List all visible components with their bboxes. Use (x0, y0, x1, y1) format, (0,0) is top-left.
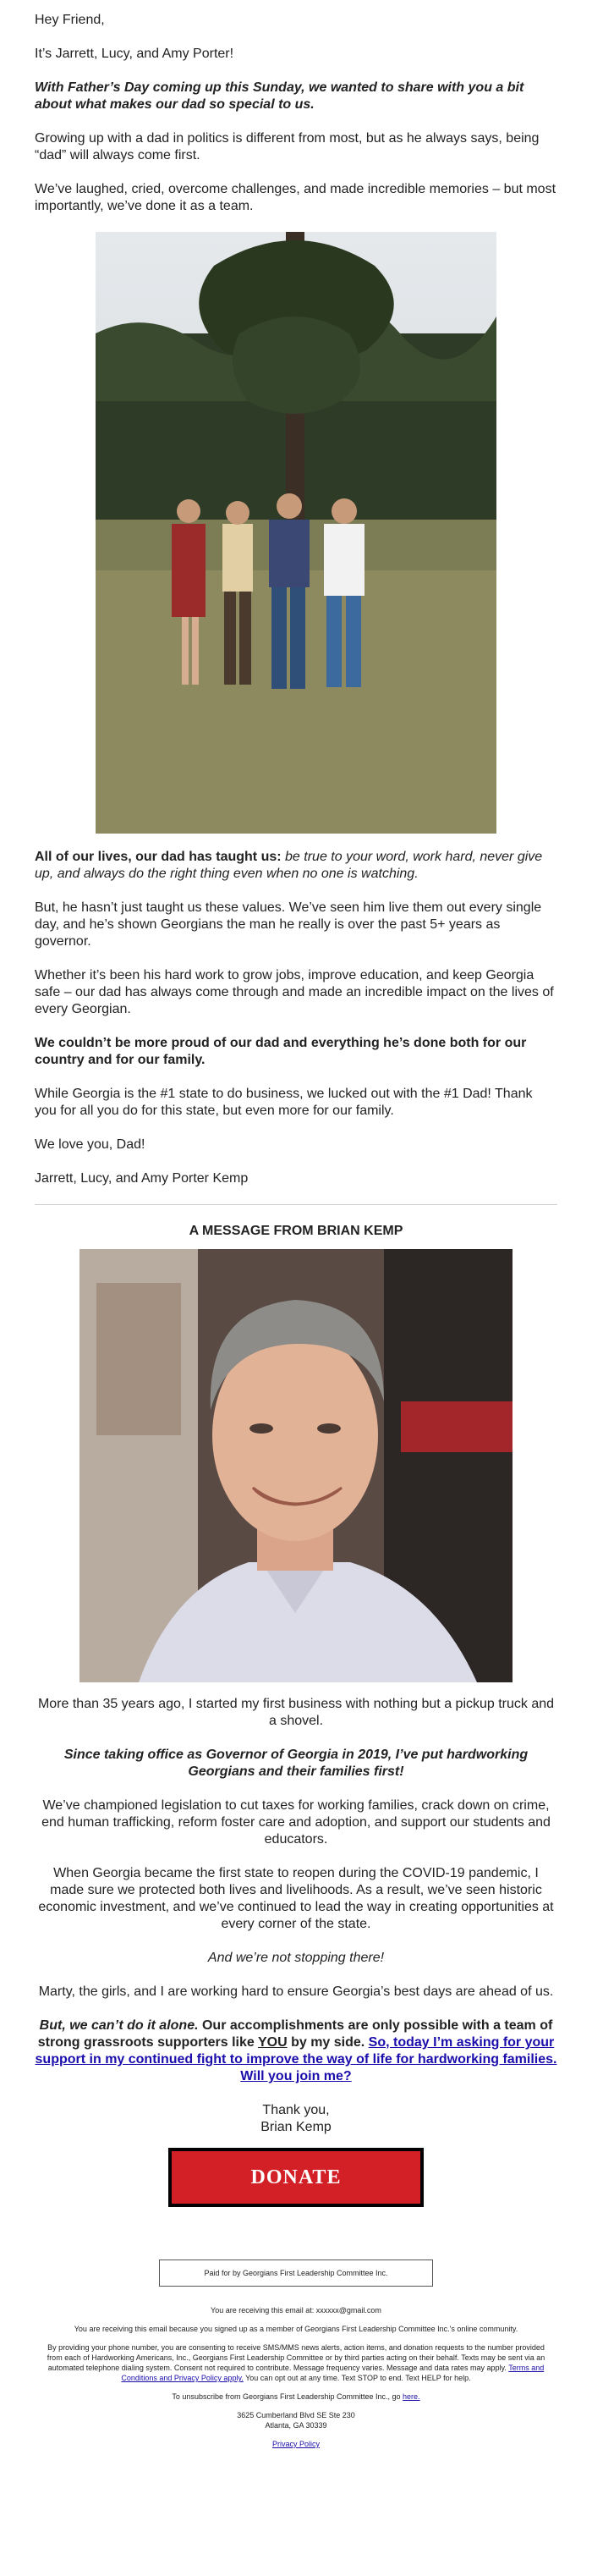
paragraph-team: We’ve laughed, cried, overcome challenges, and made incredible memories – but most importantly, we’ve done it as a team. (35, 182, 556, 213)
receiving-reason: You are receiving this email because you signed up as a member of Georgians First Leadership Committee Inc.'s online community. (74, 2325, 518, 2333)
message-paragraph-5: And we’re not stopping there! (207, 1951, 385, 1965)
section-divider (35, 1204, 557, 1205)
family-photo (96, 232, 496, 834)
values-italic: be true to your word, work hard, never give up, and always do the right thing even when no one is watching. (35, 850, 543, 881)
terms-link[interactable]: Terms and Conditions and Privacy Policy apply. (121, 2364, 545, 2382)
paid-for-disclaimer: Paid for by Georgians First Leadership Committee Inc. (159, 2260, 433, 2287)
donate-button[interactable] (168, 2148, 424, 2207)
message-paragraph-1: More than 35 years ago, I started my first business with nothing but a pickup truck and a shovel. (37, 1697, 555, 1728)
paragraph-growing-up: Growing up with a dad in politics is different from most, but as he always says, being “dad” will always come first. (35, 131, 540, 162)
paragraph-hard-work: Whether it’s been his hard work to grow jobs, improve education, and keep Georgia safe – our dad has always come through and made an incredible impact on the lives of every Georgian. (35, 968, 554, 1016)
intro-line: It’s Jarrett, Lucy, and Amy Porter! (35, 47, 234, 61)
donate-button-label[interactable]: DONATE (172, 2151, 420, 2204)
sms-disclaimer: By providing your phone number, you are consenting to receive SMS/MMS news alerts, action items, and donation requests to the number provided from each of Hardworking Americans, Inc., Georgians First Leadership Committee or by third parties acting on their behalf. Texts may be sent via an automated telephone dialing system. Consent not required to contribute. Message frequency varies. Message and data rates may apply. Terms and Conditions and Privacy Policy apply. You can opt out at any time. Text STOP to end. Text HELP for help. (47, 2343, 545, 2382)
unsubscribe-text: To unsubscribe from Georgians First Leadership Committee Inc., go here. (172, 2392, 420, 2401)
mailing-address: 3625 Cumberland Blvd SE Ste 230 Atlanta, GA 30339 (237, 2411, 355, 2430)
values-bold: All of our lives, our dad has taught us: (35, 850, 282, 864)
love-line: We love you, Dad! (35, 1137, 145, 1152)
privacy-policy-link[interactable]: Privacy Policy (271, 2440, 320, 2448)
lead-paragraph: With Father’s Day coming up this Sunday, we wanted to share with you a bit about what makes our dad so special to us. (35, 80, 524, 112)
values-paragraph (35, 849, 557, 883)
message-paragraph-2: Since taking office as Governor of Georgia in 2019, I’ve put hardworking Georgians and their families first! (63, 1748, 529, 1779)
unsubscribe-link[interactable]: here. (403, 2392, 420, 2401)
cant-do-it-alone: But, we can’t do it alone. (39, 2018, 199, 2033)
join-me-link[interactable]: So, today I’m asking for your support in my continued fight to improve the way of life for hardworking families. Will you join me? (35, 2035, 557, 2083)
you-emphasis: YOU (257, 2035, 288, 2050)
message-paragraph-6: Marty, the girls, and I are working hard to ensure Georgia’s best days are ahead of us. (38, 1984, 554, 1999)
greeting: Hey Friend, (35, 13, 105, 27)
signature-kids: Jarrett, Lucy, and Amy Porter Kemp (35, 1171, 249, 1186)
message-header: A MESSAGE FROM BRIAN KEMP (189, 1224, 403, 1238)
message-paragraph-4: When Georgia became the first state to reopen during the COVID-19 pandemic, I made sure we protected both lives and livelihoods. As a result, we’ve seen historic economic investment, and we’ve continued to lead the way in creating opportunities at every corner of the state. (38, 1866, 554, 1931)
proud-paragraph: We couldn’t be more proud of our dad and everything he’s done both for our country and for our family. (35, 1036, 527, 1067)
privacy-policy (42, 2439, 550, 2449)
paragraph-number-one-dad: While Georgia is the #1 state to do business, we lucked out with the #1 Dad! Thank you for all you do for this state, but even more for our family. (35, 1087, 533, 1118)
thank-you-text: Thank you, (262, 2103, 330, 2117)
message-paragraph-7 (35, 2017, 557, 2085)
signature-brian: Brian Kemp (260, 2120, 332, 2134)
by-my-side-text: by my side. (287, 2035, 369, 2050)
brian-kemp-photo (79, 1249, 513, 1682)
message-paragraph-3: We’ve championed legislation to cut taxes for working families, crack down on crime, end human trafficking, reform foster care and adoption, and support our students and educators. (41, 1798, 551, 1847)
closing (35, 2102, 557, 2136)
grassroots-text: Our accomplishments are only possible with a team of strong grassroots supporters like (37, 2018, 553, 2050)
receiving-email: You are receiving this email at: xxxxxx@gmail.com (211, 2306, 381, 2315)
paragraph-lived-values: But, he hasn’t just taught us these values. We’ve seen him live them out every single day, and he’s shown Georgians the man he really is over the past 5+ years as governor. (35, 900, 542, 949)
